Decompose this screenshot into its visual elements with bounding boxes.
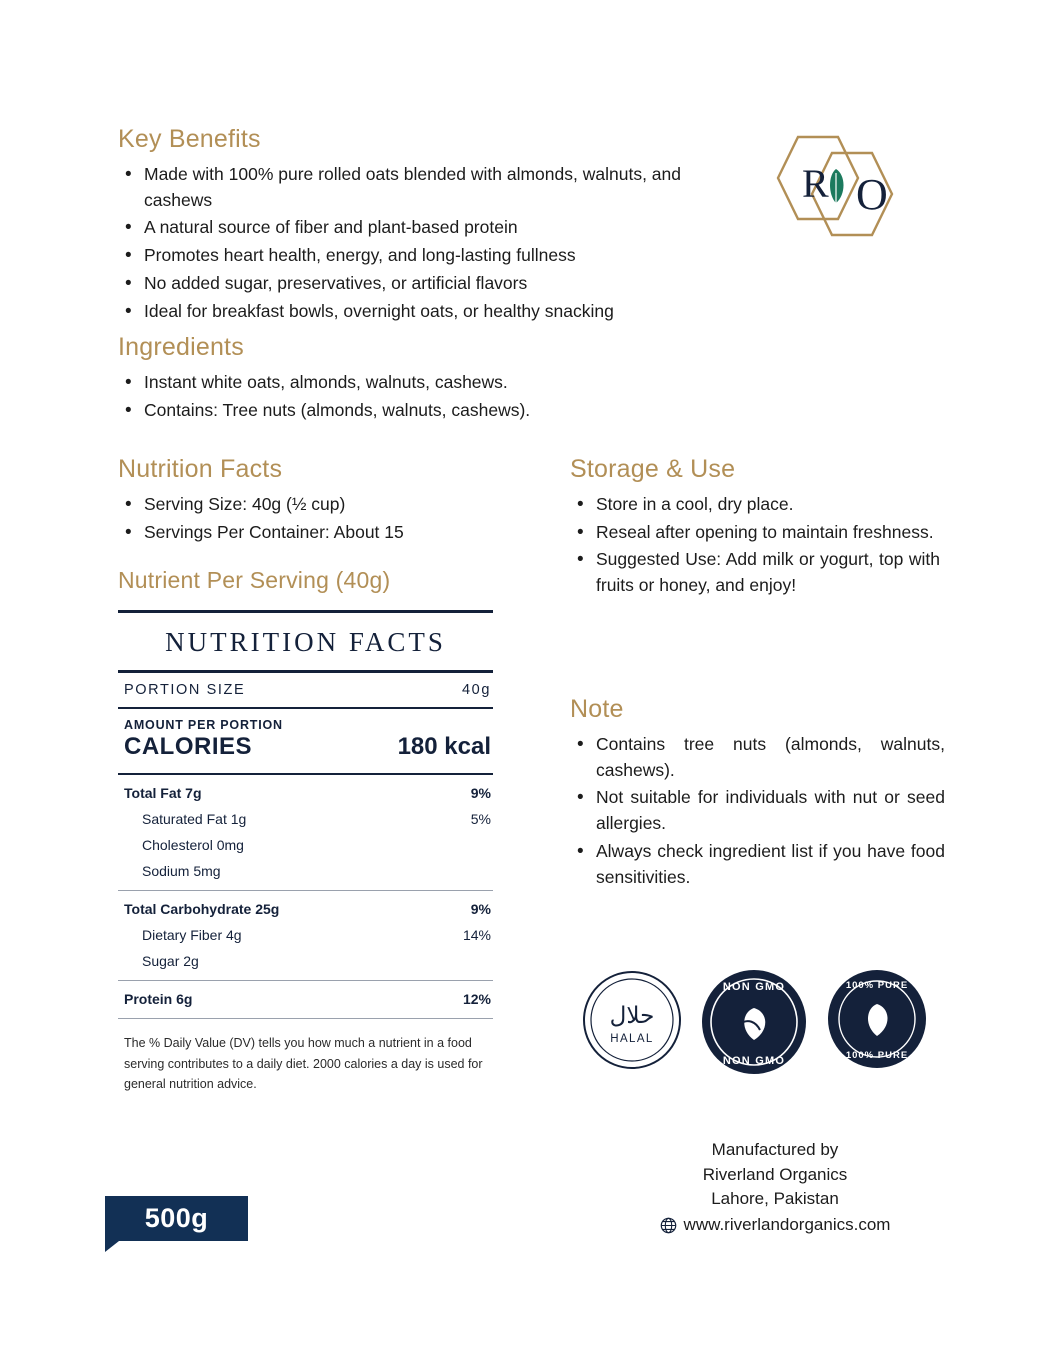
nutrient-name: Protein 6g — [124, 991, 193, 1007]
manufacturer-line-1: Manufactured by — [711, 1140, 839, 1159]
ingredients-heading: Ingredients — [118, 333, 244, 361]
ingredients-section — [118, 333, 678, 425]
svg-text:NON GMO: NON GMO — [722, 1055, 786, 1067]
amount-per-portion-label: AMOUNT PER PORTION — [124, 718, 283, 732]
calories-value: 180 kcal — [397, 733, 491, 760]
list-item: • Store in a cool, dry place. — [596, 492, 940, 518]
ingredients-list — [118, 370, 678, 423]
nutrient-name: Total Fat 7g — [124, 785, 202, 801]
daily-value-footnote: The % Daily Value (DV) tells you how much a nutrient in a food serving contributes to a daily diet. 2000 calories a day is used for general nutrition advice. — [124, 1036, 483, 1092]
storage-heading: Storage & Use — [570, 455, 736, 483]
website-line[interactable] — [600, 1213, 950, 1238]
halal-seal-icon — [580, 968, 684, 1072]
protein-group — [118, 981, 493, 1018]
svg-text:R: R — [802, 161, 829, 206]
storage-use-section — [570, 455, 940, 601]
note-section — [570, 695, 945, 892]
fat-group — [118, 775, 493, 890]
list-item: • Contains tree nuts (almonds, walnuts, cashews). — [596, 732, 945, 783]
nutrient-row — [118, 832, 493, 858]
nutrient-row — [118, 986, 493, 1012]
weight-badge-label: 500g — [144, 1203, 209, 1233]
key-benefits-section — [118, 125, 718, 326]
non-gmo-seal-icon — [700, 968, 808, 1076]
nutrient-per-serving-heading: Nutrient Per Serving (40g) — [118, 567, 391, 594]
list-item: • Promotes heart health, energy, and long-lasting fullness — [144, 243, 718, 269]
nutrient-dv: 12% — [462, 991, 491, 1007]
list-item: • Suggested Use: Add milk or yogurt, top with fruits or honey, and enjoy! — [596, 547, 940, 598]
nutrient-dv: 9% — [470, 901, 491, 917]
list-item: • No added sugar, preservatives, or artificial flavors — [144, 271, 718, 297]
nutrient-name: Cholesterol 0mg — [142, 837, 244, 853]
portion-size-row — [118, 673, 493, 707]
nutrition-facts-panel — [118, 610, 493, 1095]
globe-icon — [660, 1217, 677, 1234]
nutrition-facts-section — [118, 455, 538, 594]
list-item: • Contains: Tree nuts (almonds, walnuts, cashews). — [144, 398, 678, 424]
serving-info-list — [118, 492, 538, 545]
nutrient-name: Total Carbohydrate 25g — [124, 901, 280, 917]
list-item: • Always check ingredient list if you have food sensitivities. — [596, 839, 945, 890]
manufacturer-block — [600, 1138, 950, 1238]
nutrient-dv: 9% — [470, 785, 491, 801]
list-item: • Instant white oats, almonds, walnuts, cashews. — [144, 370, 678, 396]
list-item: • Servings Per Container: About 15 — [144, 520, 538, 546]
panel-title: NUTRITION FACTS — [165, 627, 446, 657]
note-list — [570, 732, 945, 890]
calories-label: CALORIES — [124, 733, 253, 760]
website-url[interactable]: www.riverlandorganics.com — [683, 1214, 891, 1234]
calories-row — [118, 732, 493, 773]
hexagon-logo-icon — [740, 125, 930, 260]
svg-text:100% PURE: 100% PURE — [845, 1050, 909, 1061]
svg-text:حلال: حلال — [609, 1003, 655, 1028]
nutrient-name: Sodium 5mg — [142, 863, 221, 879]
storage-list — [570, 492, 940, 599]
list-item: • Made with 100% pure rolled oats blended with almonds, walnuts, and cashews — [144, 162, 718, 213]
nutrient-dv: 14% — [462, 927, 491, 943]
nutrient-row — [118, 896, 493, 922]
portion-size-value: 40g — [462, 682, 491, 698]
nutrient-row — [118, 922, 493, 948]
list-item: • Reseal after opening to maintain freshness. — [596, 520, 940, 546]
certification-seals — [580, 968, 920, 1076]
list-item: • Not suitable for individuals with nut or seed allergies. — [596, 785, 945, 836]
nutrient-row — [118, 858, 493, 884]
nutrient-row — [118, 948, 493, 974]
svg-text:HALAL: HALAL — [610, 1033, 654, 1045]
nutrient-dv: 5% — [470, 811, 491, 827]
list-item: • A natural source of fiber and plant-based protein — [144, 215, 718, 241]
carbohydrate-group — [118, 891, 493, 980]
brand-logo — [740, 125, 930, 260]
svg-text:100% PURE: 100% PURE — [845, 980, 909, 991]
list-item: • Ideal for breakfast bowls, overnight oats, or healthy snacking — [144, 299, 718, 325]
nutrient-row — [118, 780, 493, 806]
key-benefits-heading: Key Benefits — [118, 125, 261, 153]
key-benefits-list — [118, 162, 718, 324]
portion-size-label: PORTION SIZE — [124, 682, 246, 698]
nutrient-name: Saturated Fat 1g — [142, 811, 247, 827]
manufacturer-location: Lahore, Pakistan — [711, 1189, 839, 1209]
list-item: • Serving Size: 40g (½ cup) — [144, 492, 538, 518]
note-heading: Note — [570, 695, 624, 723]
nutrition-facts-heading: Nutrition Facts — [118, 455, 283, 483]
weight-badge — [105, 1196, 248, 1241]
manufacturer-name: Riverland Organics — [702, 1164, 848, 1184]
pure-seal-icon — [826, 968, 928, 1070]
svg-text:O: O — [856, 170, 888, 219]
nutrient-row — [118, 806, 493, 832]
nutrient-name: Dietary Fiber 4g — [142, 927, 242, 943]
svg-text:NON GMO: NON GMO — [722, 981, 786, 993]
nutrient-name: Sugar 2g — [142, 953, 199, 969]
